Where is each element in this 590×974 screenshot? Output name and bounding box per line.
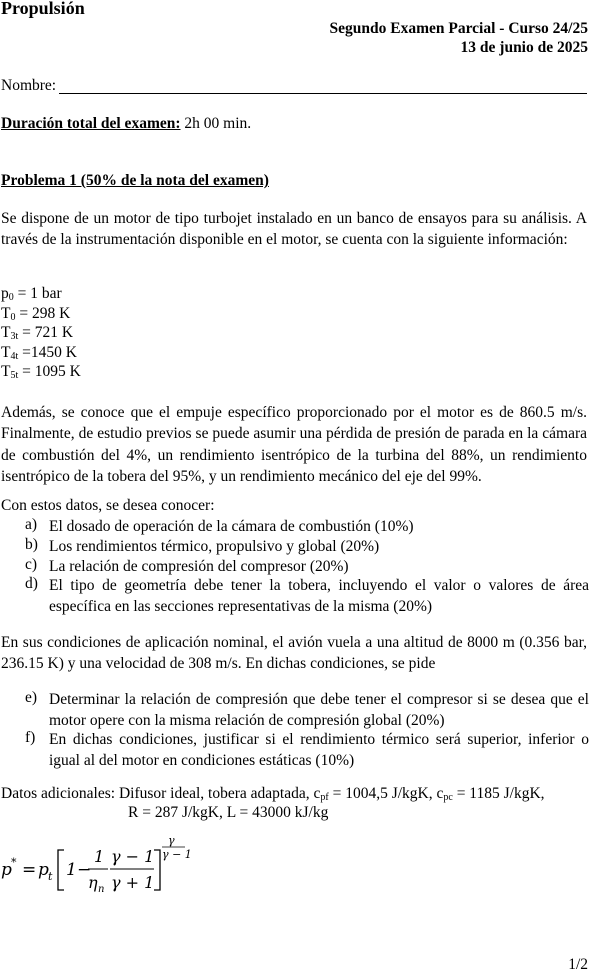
formula-eta: η (88, 873, 98, 892)
given-data-value: = 721 K (18, 324, 74, 341)
duration-line (1, 115, 251, 133)
extra-data-line1 (1, 785, 545, 803)
formula-left-bracket (58, 850, 64, 890)
given-data-item (1, 363, 81, 381)
extra-data-line2: R = 287 J/kgK, L = 43000 kJ/kg (128, 804, 329, 821)
given-data-value: = 1 bar (13, 285, 62, 302)
given-data-subscript: 5t (10, 370, 19, 381)
question-text: El tipo de geometría debe tener la tobera, incluyendo el valor o valores de área específica en las secciones representativas de la misma (20%) (49, 577, 589, 615)
problem-context: Además, se conoce que el empuje específico proporcionado por el motor es de 860.5 m/s. Finalmente, de estudio previos se puede asumir una pérdida de presión de parada en la cámara de combustión del 4%, un rendimiento isentrópico de la turbina del 88%, un rendimiento isentrópico de la tobera del 95%, y un rendimiento mecánico del eje del 99%. (1, 404, 587, 485)
question-text: Determinar la relación de compresión que debe tener el compresor si se desea que el motor opere con la misma relación de compresión global (20%) (49, 691, 589, 729)
question-letter: c) (25, 556, 38, 573)
given-data-subscript: 0 (10, 311, 16, 323)
given-data-symbol: T (1, 324, 11, 341)
question-letter: f) (25, 729, 36, 746)
exam-date: 13 de junio de 2025 (460, 39, 588, 56)
subject-title: Propulsión (1, 0, 85, 18)
question-text: Los rendimientos térmico, propulsivo y global (20%) (49, 538, 380, 555)
page-number: 1/2 (568, 956, 588, 973)
given-data-symbol: T (1, 304, 11, 322)
question-text: La relación de compresión del compresor (20%) (49, 558, 349, 575)
given-data-item (1, 285, 62, 303)
question-letter: b) (25, 536, 38, 553)
formula-one: 1 (66, 860, 77, 880)
given-data-item (1, 324, 73, 342)
given-data-symbol: T (1, 363, 11, 380)
formula-exp-num: γ (168, 834, 175, 847)
given-data-subscript: 4t (10, 350, 19, 362)
given-data-value: =1450 K (18, 343, 77, 361)
problem-intro: Se dispone de un motor de tipo turbojet instalado en un banco de ensayos para su análisis. A través de la instrumentación disponible en el motor, se cuenta con la siguiente información: (1, 210, 587, 249)
formula-equals: = (22, 860, 37, 880)
extra-data-label: Datos adicionales: Difusor ideal, tobera adaptada, c (1, 785, 321, 802)
formula-eta-sub: n (98, 884, 105, 895)
exam-title: Segundo Examen Parcial - Curso 24/25 (329, 20, 588, 37)
given-data-item (1, 344, 77, 362)
formula-right-bracket (154, 850, 160, 890)
formula-frac2-num: γ − 1 (111, 847, 155, 866)
question-letter: e) (25, 689, 38, 706)
name-field-line (59, 93, 587, 94)
question-letter: a) (25, 516, 38, 533)
given-data-value: = 1095 K (18, 363, 81, 380)
cpf-sub: pf (320, 792, 329, 803)
formula-exp-den: γ − 1 (162, 848, 192, 861)
formula-pt: p (38, 860, 49, 880)
name-label: Nombre: (1, 77, 57, 94)
duration-value: 2h 00 min. (184, 115, 252, 132)
flight-conditions: En sus condiciones de aplicación nominal, el avión vuela a una altitud de 8000 m (0.356 bar, 236.15 K) y una velocidad de 308 m/s. En dichas condiciones, se pide (1, 634, 587, 673)
ask-line: Con estos datos, se desea conocer: (1, 497, 215, 514)
problem-title: Problema 1 (50% de la nota del examen) (1, 172, 269, 189)
given-data-value: = 298 K (15, 304, 71, 322)
question-text: En dichas condiciones, justificar si el rendimiento térmico será superior, inferior o igual al del motor en condiciones estáticas (10%) (49, 731, 589, 769)
formula-lhs: p (1, 860, 12, 880)
given-data-subscript: 0 (8, 292, 14, 303)
formula-frac1-num: 1 (94, 847, 105, 866)
duration-label: Duración total del examen: (1, 115, 181, 132)
given-data-symbol: p (1, 285, 9, 302)
formula-pt-sub: t (48, 870, 53, 883)
given-data-symbol: T (1, 343, 11, 361)
cpc-value: = 1185 J/kgK, (452, 785, 545, 802)
given-data-subscript: 3t (10, 331, 19, 342)
question-text: El dosado de operación de la cámara de combustión (10%) (49, 518, 414, 535)
question-letter: d) (25, 575, 38, 592)
formula-star: * (11, 856, 17, 869)
formula-minus: − (77, 860, 92, 880)
given-data-item (1, 305, 70, 323)
cpc-sub: pc (443, 792, 453, 803)
cpf-value: = 1004,5 J/kgK, c (328, 785, 444, 802)
nozzle-critical-pressure-formula (0, 830, 200, 900)
formula-frac2-den: γ + 1 (111, 873, 155, 892)
